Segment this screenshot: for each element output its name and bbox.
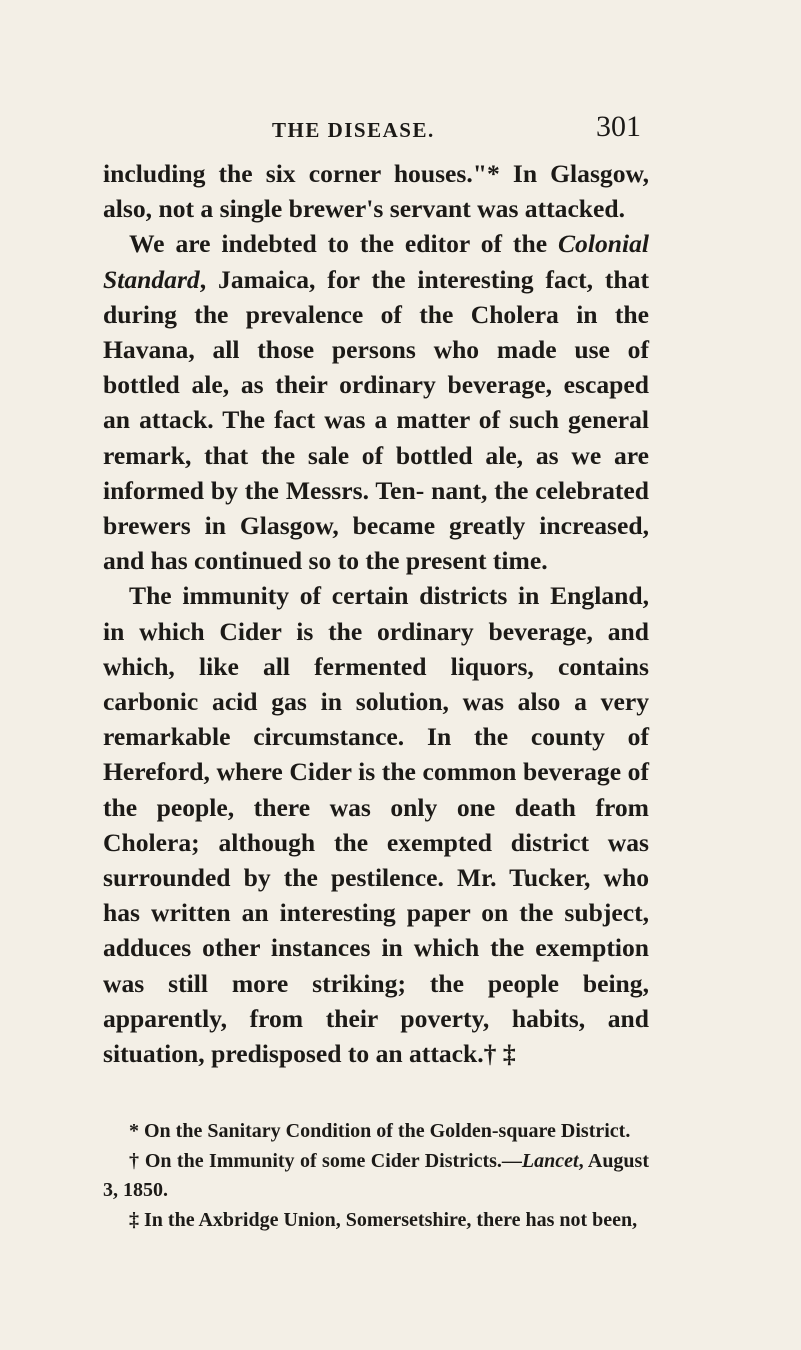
footnote-2-text-start: † On the Immunity of some Cider Districts.— [129, 1149, 522, 1172]
journal-title: Lancet [521, 1149, 579, 1172]
newspaper-title: Colonial Standard [103, 229, 649, 294]
page-number: 301 [596, 110, 641, 143]
footnotes [103, 1117, 649, 1235]
page-header [0, 106, 801, 156]
footnote-2 [103, 1147, 649, 1206]
footnote-1: * On the Sanitary Condition of the Golden-square District. [129, 1120, 631, 1142]
paragraph-1: including the six corner houses."* In Glasgow, also, not a single brewer's servant was attacked. [103, 159, 649, 224]
running-head: THE DISEASE. [272, 118, 435, 142]
paragraph-3: The immunity of certain districts in England, in which Cider is the ordinary beverage, and which, like all fermented liquors, contains carbonic acid gas in solution, was also a very remarkable circumstance. In the county of Hereford, where Cider is the common beverage of the people, there was only one death from Cholera; although the exempted district was surrounded by the pestilence. Mr. Tucker, who has written an interesting paper on the subject, adduces other instances in which the exemption was still more striking; the people being, apparently, from their poverty, habits, and situation, predisposed to an attack.† ‡ [103, 581, 649, 1069]
paragraph-2-text-end: , Jamaica, for the interesting fact, that during the prevalence of the Cholera in the Havana, all those persons who made use of bottled ale, as their ordinary beverage, escaped an attack. The fact was a matter of such general remark, that the sale of bottled ale, as we are informed by the Messrs. Ten- nant, the celebrated brewers in Glasgow, became greatly increased, and has continued so to the present time. [103, 264, 649, 576]
footnote-2-text-end: , August 3, 1850. [103, 1149, 650, 1202]
paragraph-2-text-start: We are indebted to the editor of the [129, 229, 558, 259]
footnote-3: ‡ In the Axbridge Union, Somersetshire, there has not been, [129, 1208, 638, 1231]
paragraph-2 [103, 226, 649, 578]
main-text [103, 156, 649, 1071]
